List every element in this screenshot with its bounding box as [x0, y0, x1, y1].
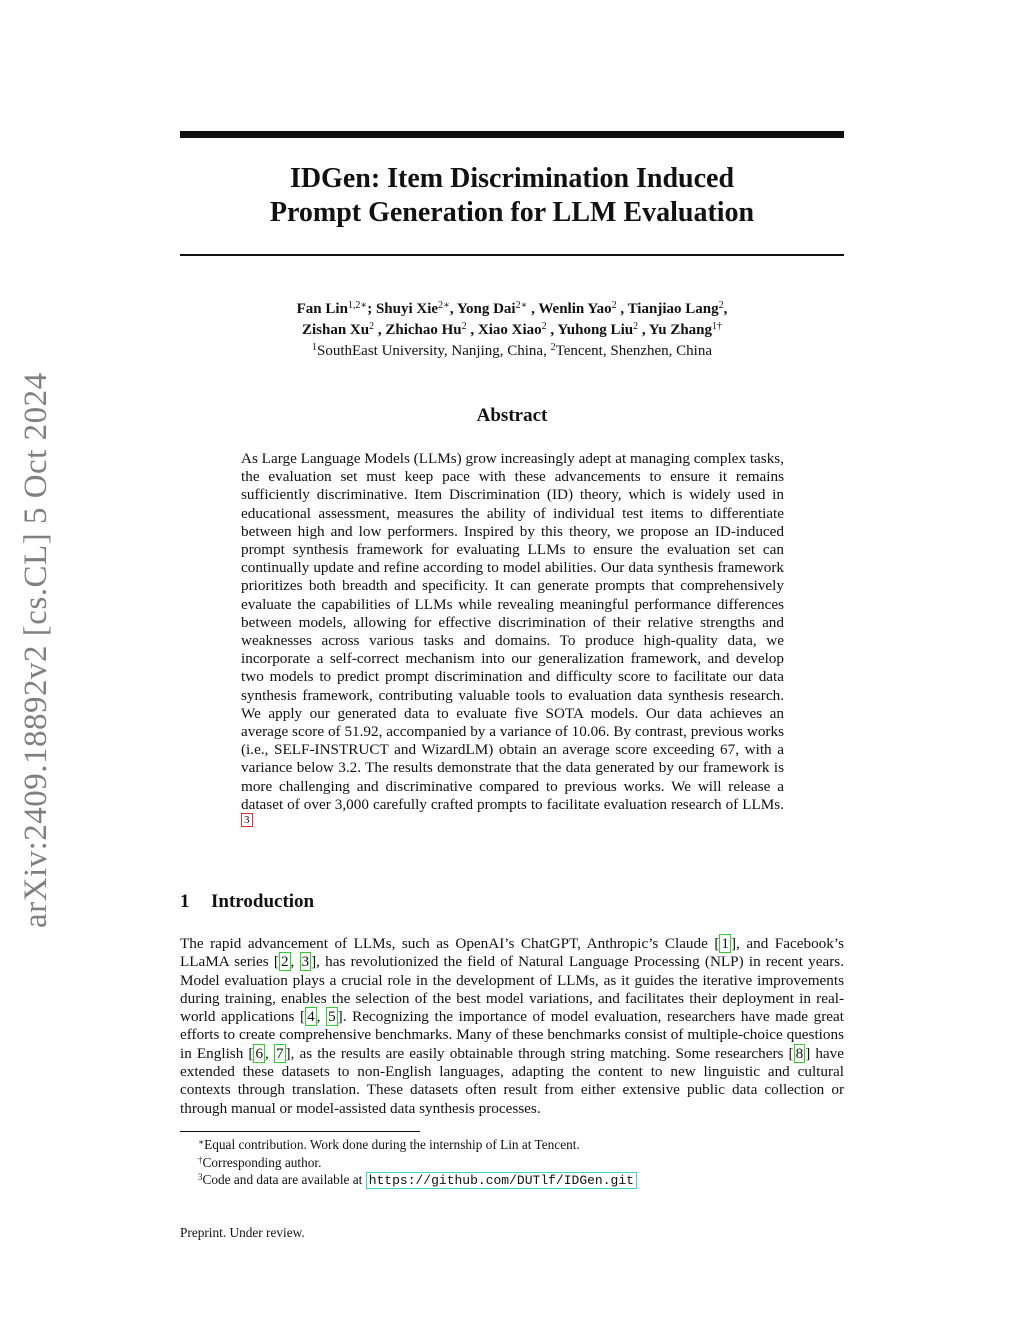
introduction-paragraph	[180, 935, 844, 1118]
author-entry	[538, 301, 627, 317]
title-line-2: Prompt Generation for LLM Evaluation	[269, 197, 755, 228]
author-list	[180, 299, 844, 341]
citation-link[interactable]: 1	[721, 935, 730, 952]
author-affiliation-marker: 2	[461, 321, 467, 332]
section-title: Introduction	[211, 891, 315, 912]
author-entry	[376, 301, 457, 317]
intro-text: ], and Facebook’s LLaMA series [	[180, 935, 844, 971]
intro-text: ]. Recognizing the importance of model evaluation, researchers have made great efforts to create comprehensive benchmarks. Many of these benchmarks consist of multiple-choice questions in English [	[180, 1008, 844, 1062]
author-separator: ,	[638, 322, 649, 338]
intro-text: ,	[265, 1044, 274, 1062]
author-separator: ,	[546, 322, 558, 338]
footnote-text: Equal contribution. Work done during the internship of Lin at Tencent.	[204, 1137, 580, 1152]
author-entry	[557, 322, 648, 338]
footnotes	[180, 1136, 844, 1190]
author-block	[180, 299, 844, 362]
author-separator: ,	[374, 322, 386, 338]
author-name: Wenlin Yao	[538, 301, 612, 317]
paper-title	[180, 162, 844, 230]
affiliation-marker-2: 2	[550, 342, 556, 353]
author-note-marker: ∗	[360, 300, 368, 311]
affiliation-1: SouthEast University, Nanjing, China,	[317, 343, 551, 359]
footnote-marker: 3	[198, 1172, 203, 1183]
citation-link[interactable]: 6	[255, 1044, 264, 1062]
author-entry	[628, 301, 728, 317]
author-note-marker: †	[717, 321, 723, 332]
author-separator: ,	[527, 301, 539, 317]
citation-link[interactable]: 4	[307, 1008, 315, 1026]
citation-link[interactable]: 5	[328, 1008, 336, 1026]
citation-link[interactable]: 2	[280, 953, 289, 971]
intro-text: ] have extended these datasets to non-English languages, adapting the content to new linguistic and cultural contexts through translation. These datasets often result from either extensive public data collection or through manual or model-assisted data synthesis processes.	[180, 1044, 845, 1117]
author-name: Zhichao Hu	[385, 322, 462, 338]
author-name: Fan Lin	[296, 301, 348, 317]
author-name: Shuyi Xie	[375, 301, 439, 317]
author-entry	[478, 322, 557, 338]
author-name: Xiao Xiao	[477, 322, 542, 338]
author-separator: ,	[616, 301, 628, 317]
author-affiliation-marker: 2	[369, 321, 375, 332]
footnote-corresponding-author	[180, 1154, 844, 1172]
abstract-heading: Abstract	[476, 405, 548, 426]
author-separator: ;	[367, 301, 376, 317]
footnote-text: Code and data are available at	[202, 1172, 366, 1188]
intro-text: ], as the results are easily obtainable through string matching. Some researchers [	[285, 1044, 794, 1062]
abstract-body	[241, 450, 784, 832]
author-entry	[457, 301, 539, 317]
section-heading-introduction	[180, 891, 844, 913]
abstract-text: As Large Language Models (LLMs) grow increasingly adept at managing complex tasks, the evaluation set must keep pace with these advancements to ensure it remains sufficiently discriminative. Item Discrimination (ID) theory, which is widely used in educational assessment, measures the ability of individual test items to differentiate between high and low performers. Inspired by this theory, we propose an ID-induced prompt synthesis framework for evaluating LLMs to ensure the evaluation set can continually update and refine according to model abilities. Our data synthesis framework prioritizes both breadth and specificity. It can generate prompts that comprehensively evaluate the capabilities of LLMs while revealing meaningful performance differences between models, allowing for effective discrimination of their relative strengths and weaknesses across various tasks and domains. To produce high-quality data, we incorporate a self-correct mechanism into our generalization framework, and develop two models to predict prompt discrimination and difficulty score to facilitate our data synthesis framework, contributing valuable tools to evaluation data synthesis research. We apply our generated data to evaluate five SOTA models. Our data achieves an average score of 51.92, accompanied by a variance of 10.06. By contrast, previous works (i.e., SELF-INSTRUCT and WizardLM) obtain an average score exceeding 67, with a variance below 3.2. The results demonstrate that the data generated by our framework is more challenging and discriminative compared to previous works. We will release a dataset of over 3,000 carefully crafted prompts to facilitate evaluation research of LLMs.	[241, 450, 784, 813]
footnote-text: Corresponding author.	[202, 1154, 322, 1170]
author-affiliation-marker: 2	[633, 321, 639, 332]
footnote-marker: ∗	[198, 1137, 205, 1147]
intro-text: ], has revolutionized the field of Natural Language Processing (NLP) in recent years. Model evaluation plays a crucial role in the development of LLMs, as it guides the iterative improvements during training, enables the selection of the best model variations, and facilitates their deployment in real-world applications [	[180, 953, 844, 1026]
author-name: Yu Zhang	[648, 322, 713, 338]
arxiv-stamp: arXiv:2409.18892v2 [cs.CL] 5 Oct 2024	[18, 372, 54, 928]
intro-text: The rapid advancement of LLMs, such as OpenAI’s ChatGPT, Anthropic’s Claude [	[180, 935, 720, 952]
footnote-equal-contribution	[180, 1136, 844, 1154]
section-number: 1	[180, 891, 190, 912]
author-name: Yuhong Liu	[557, 322, 634, 338]
affiliation-2: Tencent, Shenzhen, China	[555, 343, 712, 359]
title-bottom-rule	[180, 254, 844, 256]
citation-link[interactable]: 7	[275, 1044, 284, 1062]
citation-link[interactable]: 3	[301, 953, 310, 971]
footnote-marker: †	[198, 1154, 203, 1165]
author-separator: ,	[466, 322, 478, 338]
author-affiliation-marker: 2∗	[438, 300, 450, 311]
author-entry	[649, 322, 722, 338]
author-separator: ,	[449, 301, 457, 317]
author-entry	[297, 301, 376, 317]
author-affiliation-marker: 2∗	[515, 300, 528, 311]
author-affiliation-marker: 1	[712, 321, 718, 332]
abstract-footnote-link[interactable]: 3	[241, 813, 253, 827]
author-name: Tianjiao Lang	[627, 301, 719, 317]
intro-text: ,	[290, 953, 300, 971]
title-top-rule	[180, 131, 844, 138]
author-affiliation-marker: 2	[718, 300, 724, 311]
footnote-separator	[180, 1131, 420, 1132]
author-affiliation-marker: 2	[611, 300, 617, 311]
author-name: Yong Dai	[456, 301, 516, 317]
preprint-note: Preprint. Under review.	[180, 1225, 305, 1240]
author-affiliation-marker: 1,2	[347, 300, 361, 311]
github-url-link[interactable]: https://github.com/DUTlf/IDGen.git	[366, 1172, 637, 1189]
author-name: Zishan Xu	[301, 322, 370, 338]
affiliations	[180, 341, 844, 362]
author-entry	[385, 322, 478, 338]
author-affiliation-marker: 2	[541, 321, 547, 332]
title-line-1: IDGen: Item Discrimination Induced	[289, 163, 735, 194]
author-separator: ,	[723, 301, 728, 317]
footnote-code-availability	[180, 1171, 844, 1190]
intro-text: ,	[316, 1008, 327, 1026]
citation-link[interactable]: 8	[795, 1044, 804, 1062]
affiliation-marker-1: 1	[312, 342, 317, 353]
author-entry	[302, 322, 385, 338]
